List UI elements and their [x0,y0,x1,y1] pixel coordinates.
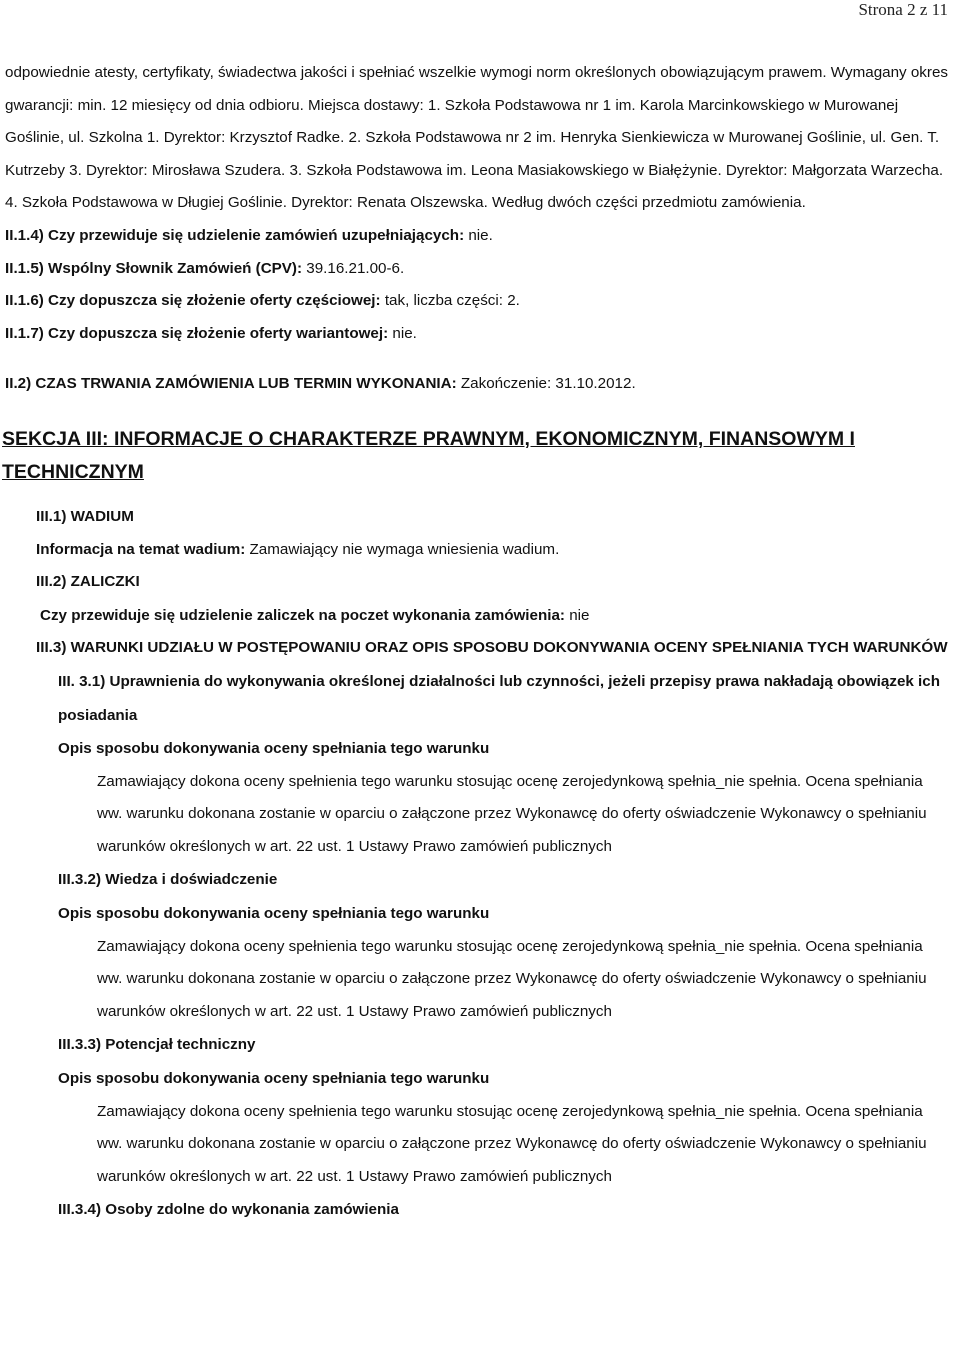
field-label: II.1.5) Wspólny Słownik Zamówień (CPV): [5,259,303,277]
heading-iii-1 [0,501,950,534]
field-label: Informacja na temat wadium: [36,540,246,558]
heading-text: III. 3.1) Uprawnienia do wykonywania określonej działalności lub czynności, jeżeli przepisy prawa nakładają obowiązek ich posiadania [58,672,940,724]
field-value: 39.16.21.00-6. [302,259,405,277]
opis-label: Opis sposobu dokonywania oceny spełniania tego warunku [58,905,490,923]
page-number: Strona 2 z 11 [858,0,948,19]
section-title: SEKCJA III: INFORMACJE O CHARAKTERZE PRAWNYM, EKONOMICZNYM, FINANSOWYM I TECHNICZNYM [2,427,855,483]
field-label: II.1.7) Czy dopuszcza się złożenie oferty wariantowej: [5,324,389,342]
opis-label: Opis sposobu dokonywania oceny spełniania tego warunku [58,740,490,758]
field-label: II.1.6) Czy dopuszcza się złożenie oferty częściowej: [5,292,381,310]
heading-text: III.2) ZALICZKI [36,573,140,591]
intro-paragraph: odpowiednie atesty, certyfikaty, świadectwa jakości i spełniać wszelkie wymogi norm określonych obowiązującym prawem. Wymagany okres gwarancji: min. 12 miesięcy od dnia odbioru. Miejsca dostawy: 1. Szkoła Podstawowa nr 1 im. Karola Marcinkowskiego w Murowanej Goślinie, ul. Szkolna 1. Dyrektor: Krzysztof Radke. 2. Szkoła Podstawowa nr 2 im. Henryka Sienkiewicza w Murowanej Goślinie, ul. Gen. T. Kutrzeby 3. Dyrektor: Mirosława Szudera. 3. Szkoła Podstawowa im. Leona Masiakowskiego w Białężynie. Dyrektor: Małgorzata Warzecha. 4. Szkoła Podstawowa w Długiej Goślinie. Dyrektor: Renata Olszewska. Według dwóch części przedmiotu zamówienia. [5,64,948,212]
field-wadium [0,534,950,567]
field-value: Zamawiający nie wymaga wniesienia wadium. [245,540,560,558]
spacer [0,350,950,368]
field-label: II.1.4) Czy przewiduje się udzielenie zamówień uzupełniających: [5,226,465,244]
heading-text: III.3.4) Osoby zdolne do wykonania zamówienia [58,1201,399,1219]
opis-text: Zamawiający dokona oceny spełnienia tego warunku stosując ocenę zerojedynkową spełnia_nie spełnia. Ocena spełniania ww. warunku dokonana zostanie w oparciu o załączone przez Wykonawcę do oferty oświadczenie Wykonawcy o spełnianiu warunków określonych w art. 22 ust. 1 Ustawy Prawo zamówień publicznych [97,772,927,855]
opis-text: Zamawiający dokona oceny spełnienia tego warunku stosując ocenę zerojedynkową spełnia_nie spełnia. Ocena spełniania ww. warunku dokonana zostanie w oparciu o załączone przez Wykonawcę do oferty oświadczenie Wykonawcy o spełnianiu warunków określonych w art. 22 ust. 1 Ustawy Prawo zamówień publicznych [97,1102,927,1185]
heading-iii-2 [0,566,950,599]
heading-text: III.1) WADIUM [36,507,134,525]
heading-iii-3-4 [0,1193,950,1227]
heading-iii-3 [0,632,950,665]
opis-text: Zamawiający dokona oceny spełnienia tego warunku stosując ocenę zerojedynkową spełnia_nie spełnia. Ocena spełniania ww. warunku dokonana zostanie w oparciu o załączone przez Wykonawcę do oferty oświadczenie Wykonawcy o spełnianiu warunków określonych w art. 22 ust. 1 Ustawy Prawo zamówień publicznych [97,937,927,1020]
field-ii-1-7 [0,318,950,351]
heading-text: III.3) WARUNKI UDZIAŁU W POSTĘPOWANIU ORAZ OPIS SPOSOBU DOKONYWANIA OCENY SPEŁNIANIA TYCH WARUNKÓW [36,639,948,657]
heading-text: III.3.2) Wiedza i doświadczenie [58,871,278,889]
spacer [0,401,950,419]
field-value: nie. [388,324,417,342]
field-value: nie [564,606,590,624]
opis-label: Opis sposobu dokonywania oceny spełniania tego warunku [58,1070,490,1088]
field-label: Czy przewiduje się udzielenie zaliczek na poczet wykonania zamówienia: [40,606,565,624]
field-zaliczki [0,599,950,633]
spacer [0,489,950,501]
field-label: II.2) CZAS TRWANIA ZAMÓWIENIA LUB TERMIN WYKONANIA: [5,375,457,393]
field-value: nie. [464,226,493,244]
field-ii-1-6 [0,285,950,318]
heading-text: III.3.3) Potencjał techniczny [58,1036,256,1054]
field-value: Zakończenie: 31.10.2012. [456,375,636,393]
field-ii-1-5 [0,253,950,286]
document-body [0,57,950,1227]
heading-iii-3-1 [0,665,950,732]
field-value: tak, liczba części: 2. [380,292,520,310]
field-ii-2 [0,368,950,401]
heading-iii-3-3 [0,1028,950,1062]
field-ii-1-4 [0,220,950,253]
heading-iii-3-2 [0,863,950,897]
